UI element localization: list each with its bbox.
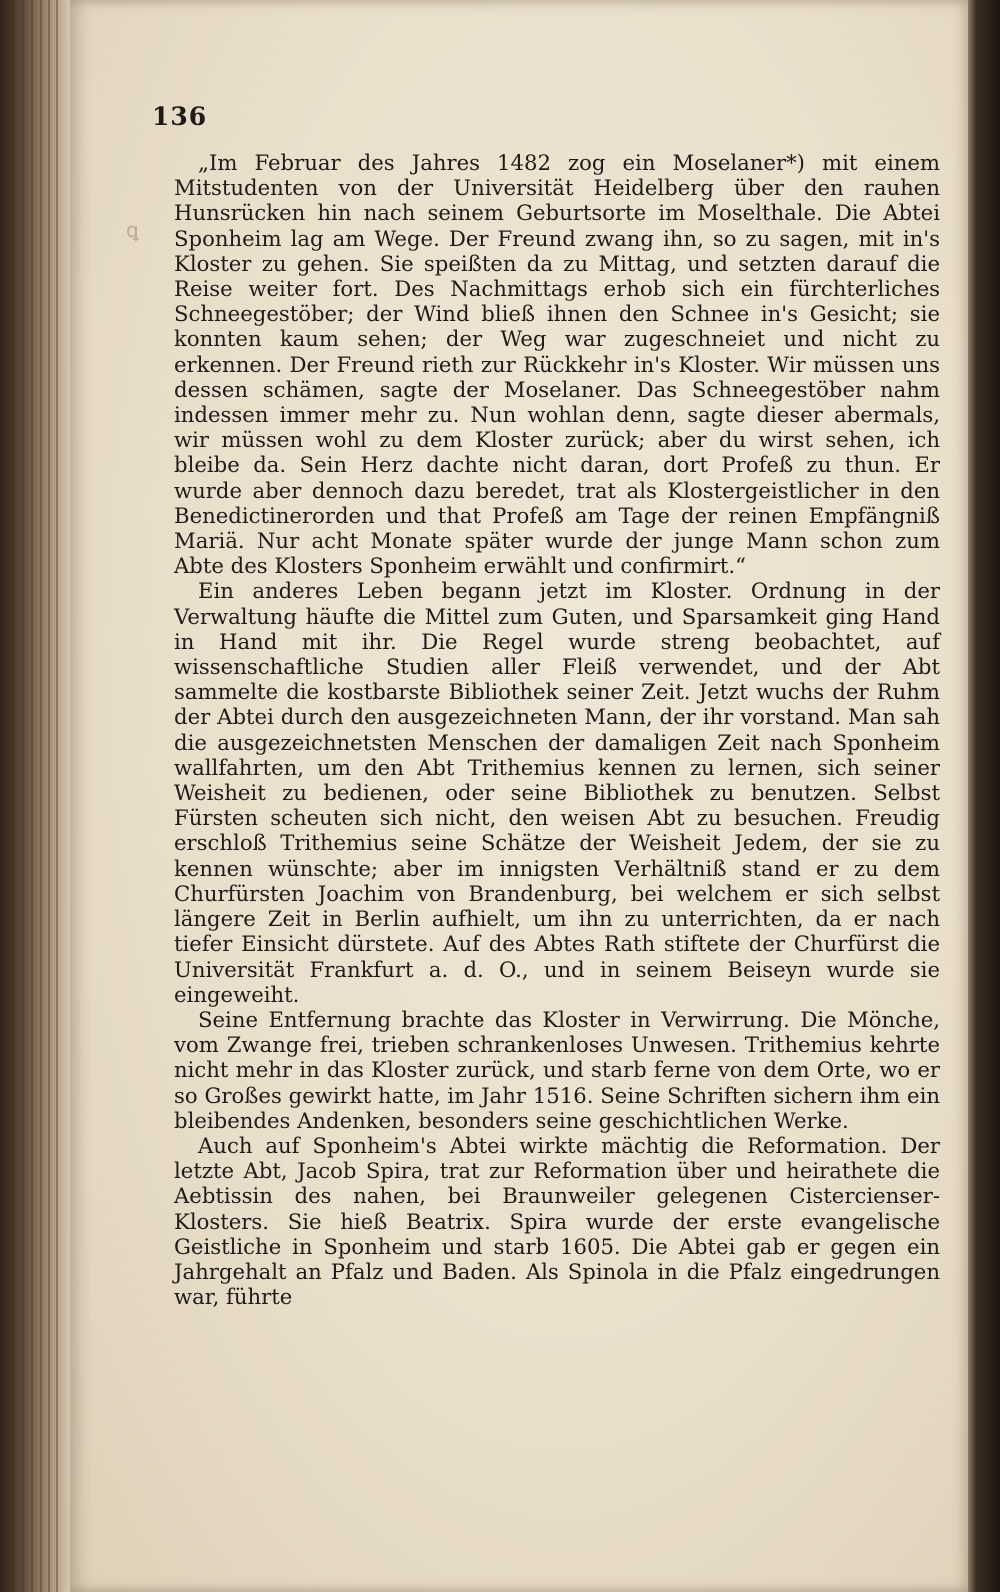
body-text	[174, 150, 940, 1309]
paragraph-4: Auch auf Sponheim's Abtei wirkte mächtig die Reformation. Der letzte Abt, Jacob Spira, trat zur Reformation über und heirathete die Aebtissin des nahen, bei Braunweiler gelegenen Cistercienser-Klosters. Sie hieß Beatrix. Spira wurde der erste evangelische Geistliche in Sponheim und starb 1605. Die Abtei gab er gegen ein Jahrgehalt an Pfalz und Baden. Als Spinola in die Pfalz eingedrungen war, führte	[174, 1132, 940, 1310]
page-number: 136	[152, 102, 208, 131]
book-right-page-edge	[968, 0, 1000, 1592]
book-page	[70, 0, 968, 1592]
paragraph-1: „Im Februar des Jahres 1482 zog ein Moselaner*) mit einem Mitstudenten von der Universität Heidelberg über den rauhen Hunsrücken hin nach seinem Geburtsorte im Moselthale. Die Abtei Sponheim lag am Wege. Der Freund zwang ihn, so zu sagen, mit in's Kloster zu gehen. Sie speißten da zu Mittag, und setzten darauf die Reise weiter fort. Des Nachmittags erhob sich ein fürchterliches Schneegestöber; der Wind bließ ihnen den Schnee in's Gesicht; sie konnten kaum sehen; der Weg war zugeschneiet und nicht zu erkennen. Der Freund rieth zur Rückkehr in's Kloster. Wir müssen uns dessen schämen, sagte der Moselaner. Das Schneegestöber nahm indessen immer mehr zu. Nun wohlan denn, sagte dieser abermals, wir müssen wohl zu dem Kloster zurück; aber du wirst sehen, ich bleibe da. Sein Herz dachte nicht daran, dort Profeß zu thun. Er wurde aber dennoch dazu beredet, trat als Klostergeistlicher in den Benedictinerorden und that Profeß am Tage der reinen Empfängniß Mariä. Nur acht Monate später wurde der junge Mann schon zum Abte des Klosters Sponheim erwählt und confirmirt.“	[174, 150, 940, 579]
book-left-page-edge	[0, 0, 70, 1592]
paragraph-2: Ein anderes Leben begann jetzt im Kloster. Ordnung in der Verwaltung häufte die Mittel zum Guten, und Sparsamkeit ging Hand in Hand mit ihr. Die Regel wurde streng beobachtet, auf wissenschaftliche Studien aller Fleiß verwendet, und der Abt sammelte die kostbarste Bibliothek seiner Zeit. Jetzt wuchs der Ruhm der Abtei durch den ausgezeichneten Mann, der ihr vorstand. Man sah die ausgezeichnetsten Menschen der damaligen Zeit nach Sponheim wallfahrten, um den Abt Trithemius kennen zu lernen, sich seiner Weisheit zu bedienen, oder seine Bibliothek zu benutzen. Selbst Fürsten scheuten sich nicht, den weisen Abt zu besuchen. Freudig erschloß Trithemius seine Schätze der Weisheit Jedem, der sie zu kennen wünschte; aber im innigsten Verhältniß stand er zu dem Churfürsten Joachim von Brandenburg, bei welchem er sich selbst längere Zeit in Berlin aufhielt, um ihn zu unterrichten, da er nach tiefer Einsicht dürstete. Auf des Abtes Rath stiftete der Churfürst die Universität Frankfurt a. d. O., und in seinem Beiseyn wurde sie eingeweiht.	[174, 578, 940, 1007]
paragraph-3: Seine Entfernung brachte das Kloster in Verwirrung. Die Mönche, vom Zwange frei, trieben schrankenloses Unwesen. Trithemius kehrte nicht mehr in das Kloster zurück, und starb ferne von dem Orte, wo er so Großes gewirkt hatte, im Jahr 1516. Seine Schriften sichern ihm ein bleibendes Andenken, besonders seine geschichtlichen Werke.	[174, 1006, 940, 1133]
margin-stamp-mark: ꝗ	[126, 218, 139, 242]
